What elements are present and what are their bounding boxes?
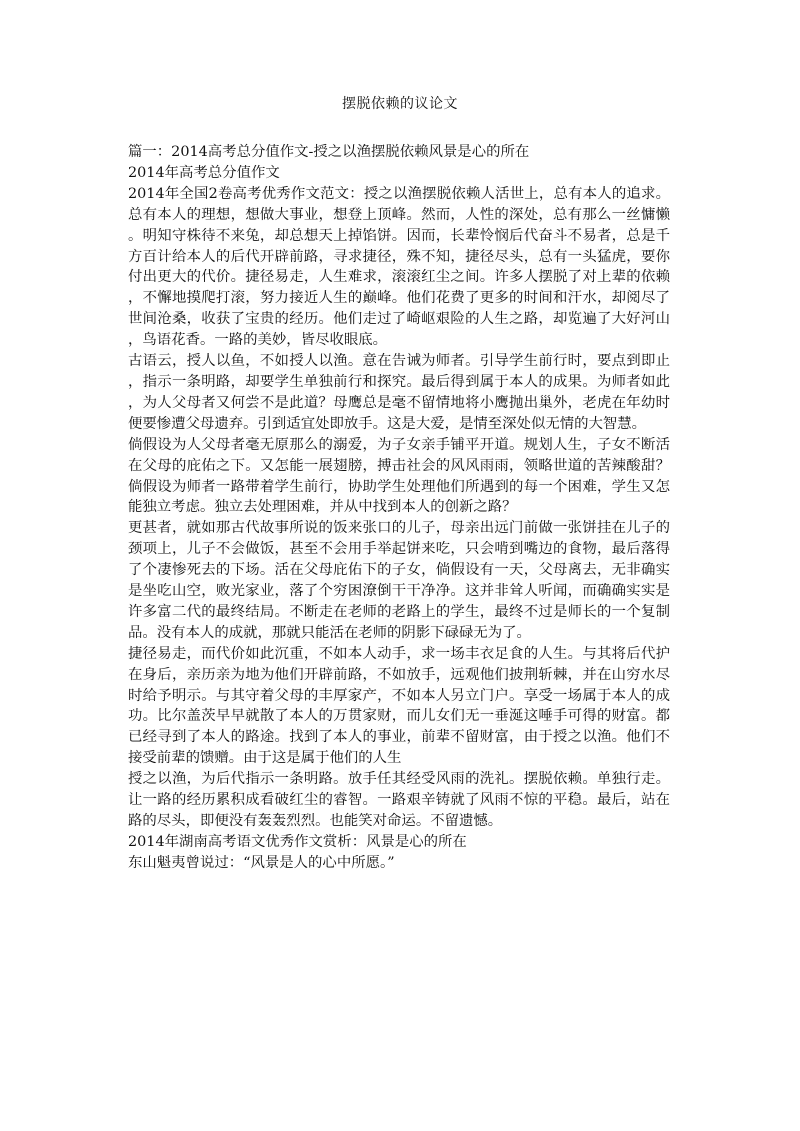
paragraph-shortcut: 捷径易走，而代价如此沉重，不如本人动手，求一场丰衣足食的人生。与其将后代护在身后，亲历亲为地为他们开辟前路，不如放手，远观他们披荆斩棘，并在山穷水尽时给予明示。与其守着父母的丰厚家产，不如本人另立门户。享受一场属于本人的成功。比尔盖茨早早就散了本人的万贯家财，而儿女们无一垂涎这唾手可得的财富。都已经寻到了本人的路途。找到了本人的事业，前辈不留财富，由于授之以渔。他们不接受前辈的馈赠。由于这是属于他们的人生	[128, 645, 670, 767]
paragraph-story: 更甚者，就如那古代故事所说的饭来张口的儿子，母亲出远门前做一张饼挂在儿子的颈项上，儿子不会做饭，甚至不会用手举起饼来吃，只会啃到嘴边的食物，最后落得了个凄惨死去的下场。活在父母庇佑下的子女，倘假设有一天，父母离去，无非确实是坐吃山空，败光家业，落了个穷困潦倒干干净净。这并非耸人听闻，而确确实实是许多富二代的最终结局。不断走在老师的老路上的学生，最终不过是师长的一个复制品。没有本人的成就，那就只能活在老师的阴影下碌碌无为了。	[128, 520, 670, 641]
paragraph-conclusion: 授之以渔，为后代指示一条明路。放手任其经受风雨的洗礼。摆脱依赖。单独行走。让一路的经历累积成看破红尘的睿智。一路艰辛铸就了风雨不惊的平稳。最后，站在路的尽头，即便没有轰轰烈烈。也能笑对命运。不留遗憾。	[128, 771, 670, 829]
paragraph-intro: 2014年全国2卷高考优秀作文范文：授之以渔摆脱依赖人活世上，总有本人的追求。总有本人的理想，想做大事业，想登上顶峰。然而，人性的深处，总有那么一丝慵懒。明知守株待不来兔，却总想天上掉馅饼。因而，长辈怜悯后代奋斗不易者，总是千方百计给本人的后代开辟前路，寻求捷径，殊不知，捷径尽头，总有一头猛虎，要你付出更大的代价。捷径易走，人生难求，滚滚红尘之间。许多人摆脱了对上辈的依赖，不懈地摸爬打滚，努力接近人生的巅峰。他们花费了更多的时间和汗水，却阅尽了世间沧桑，收获了宝贵的经历。他们走过了崎岖艰险的人生之路，却览遍了大好河山，鸟语花香。一路的美妙，皆尽收眼底。	[128, 185, 670, 349]
paragraph-quote: 东山魁夷曾说过：“风景是人的心中所愿。”	[128, 854, 395, 871]
document-body	[128, 142, 670, 874]
subheading-hunan-essay: 2014年湖南高考语文优秀作文赏析：风景是心的所在	[128, 833, 467, 850]
paragraph-ancient-saying: 古语云，授人以鱼，不如授人以渔。意在告诫为师者。引导学生前行时，要点到即止，指示一条明路，却要学生单独前行和探究。最后得到属于本人的成果。为师者如此，为人父母者又何尝不是此道？母鹰总是毫不留情地将小鹰抛出巢外，老虎在年幼时便要惨遭父母遗弃。引到适宜处即放手。这是大爱，是情至深处似无情的大智慧。	[128, 353, 670, 432]
heading-part-one: 篇一：2014高考总分值作文-授之以渔摆脱依赖风景是心的所在	[128, 144, 530, 160]
paragraph-doting-parents: 倘假设为人父母者毫无原那么的溺爱，为子女亲手铺平开道。规划人生，子女不断活在父母的庇佑之下。又怎能一展翅膀，搏击社会的风风雨雨，领略世道的苦辣酸甜？倘假设为师者一路带着学生前行，协助学生处理他们所遇到的每一个困难，学生又怎能独立考虑。独立去处理困难，并从中找到本人的创新之路？	[128, 436, 670, 516]
document-title: 摆脱依赖的议论文	[342, 96, 458, 112]
subheading-score-essay: 2014年高考总分值作文	[128, 164, 280, 181]
